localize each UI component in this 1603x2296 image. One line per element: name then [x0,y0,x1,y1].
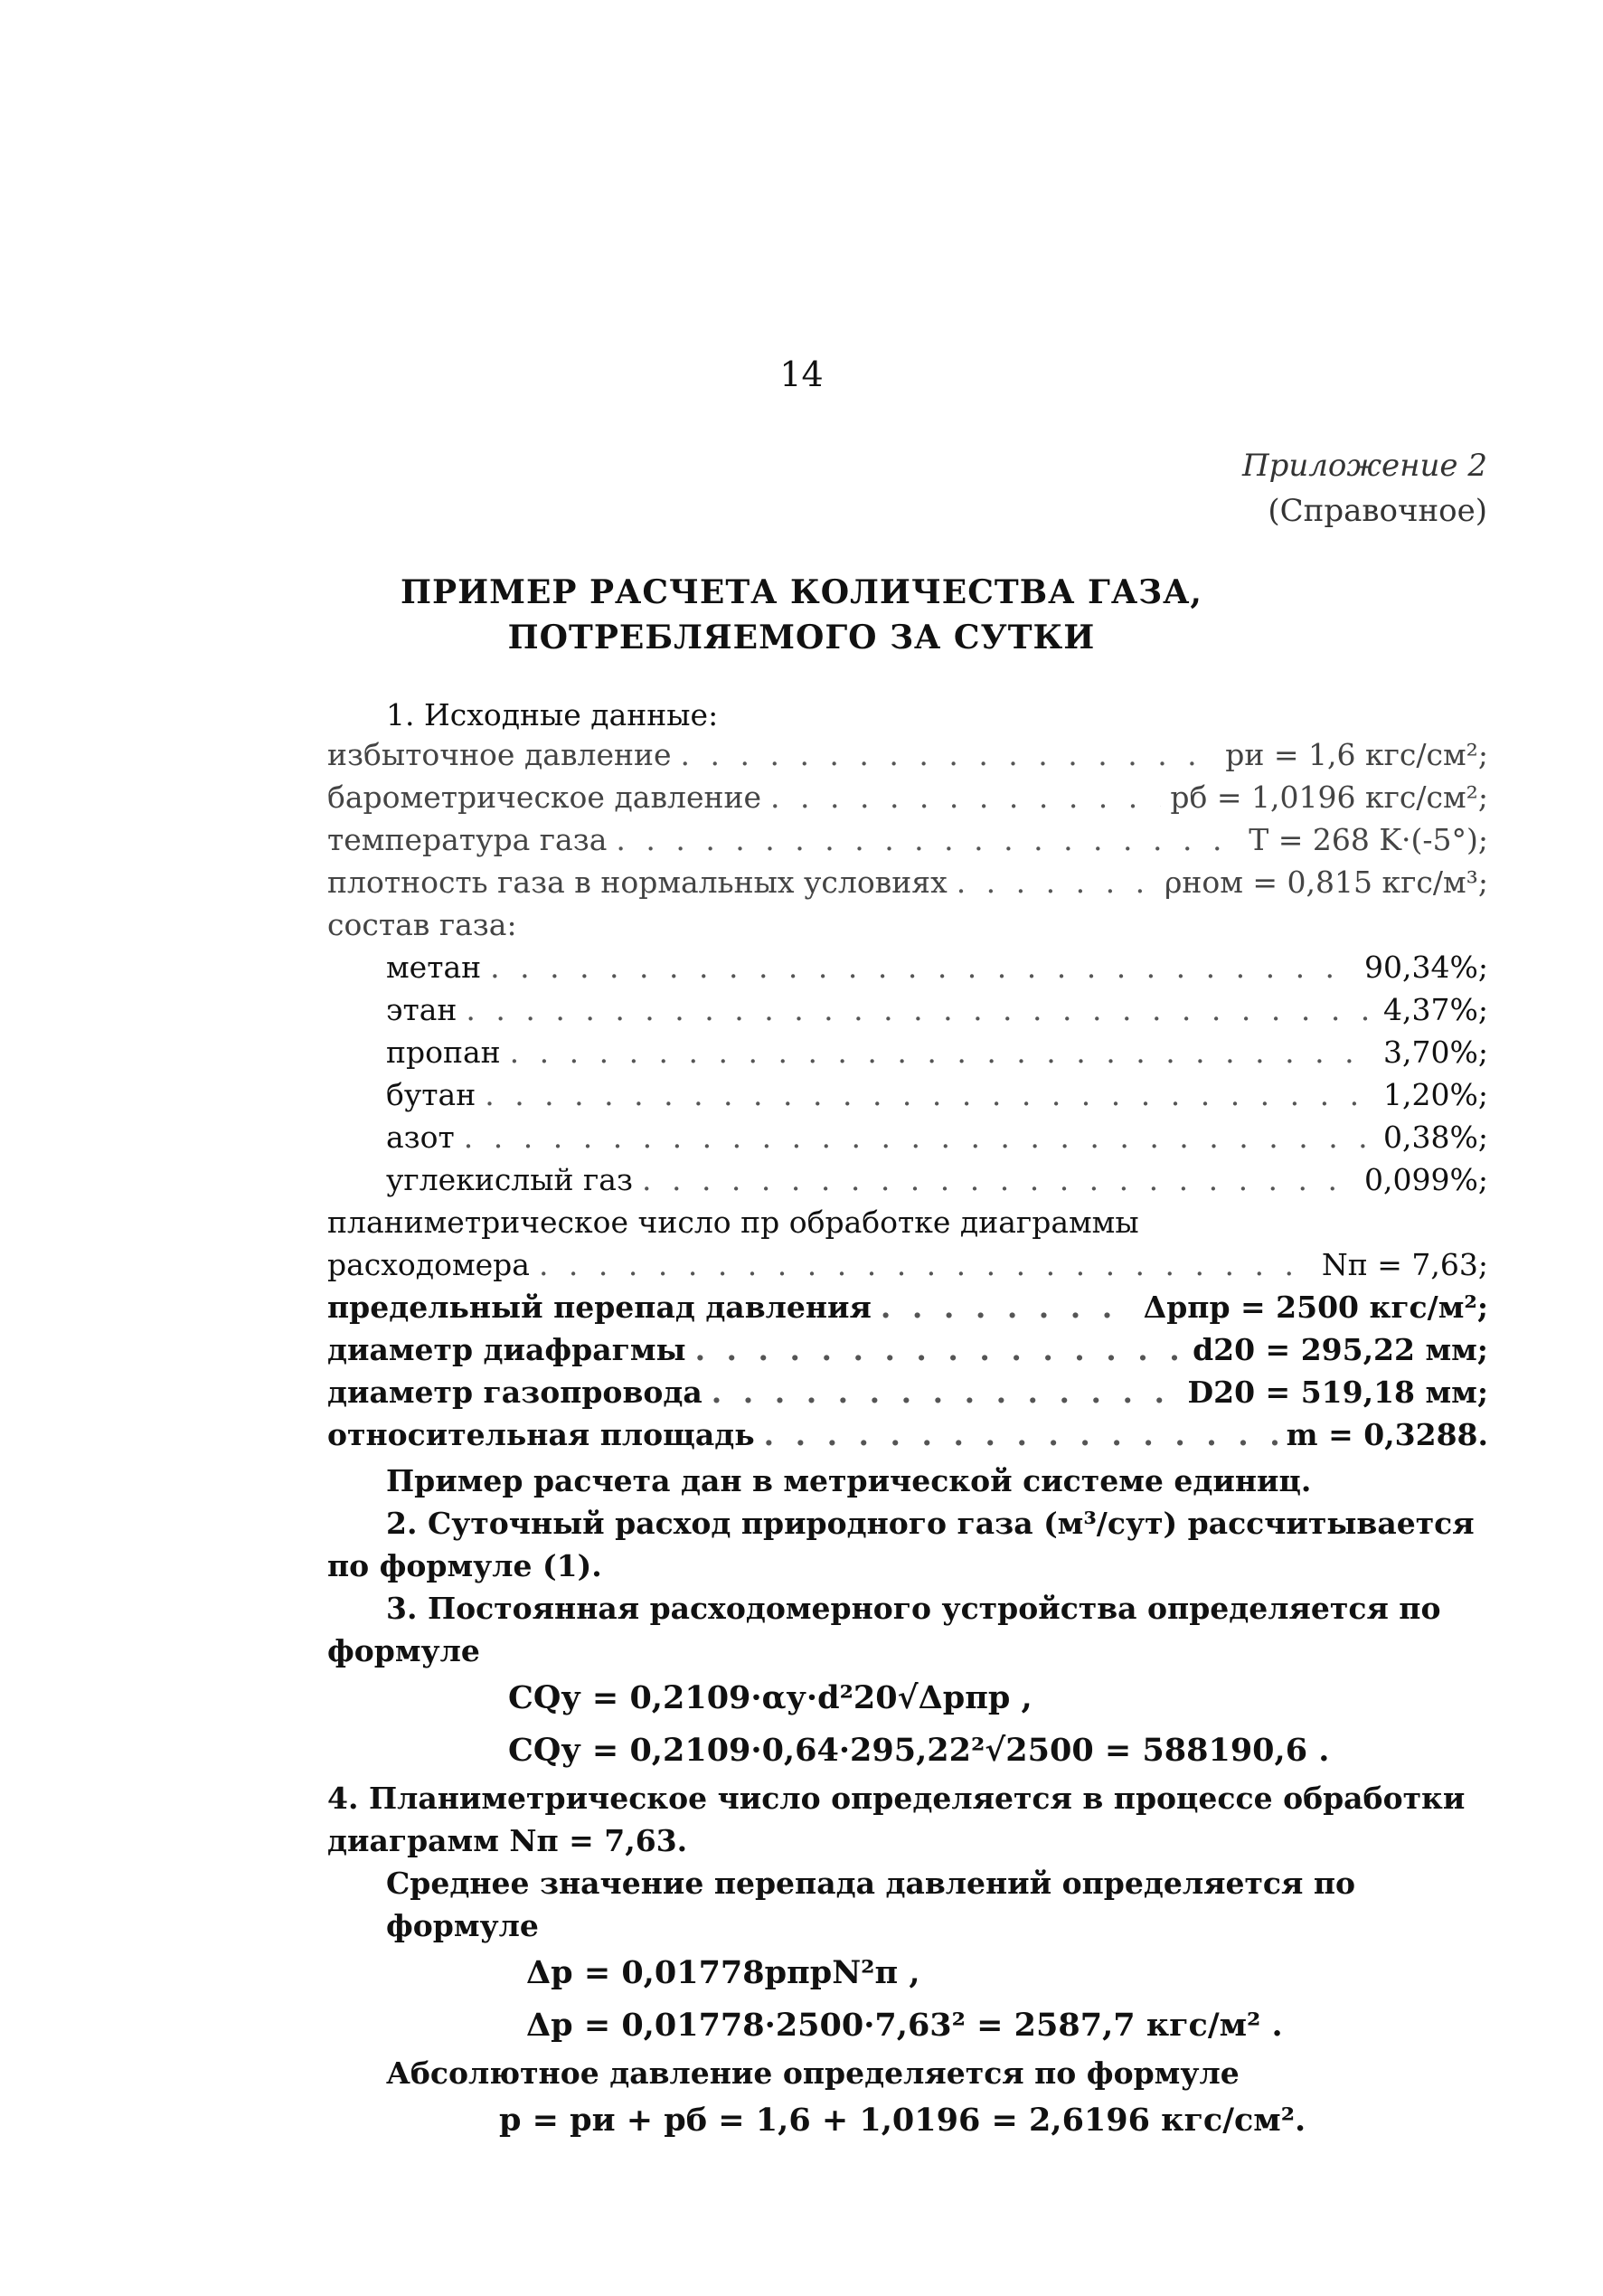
paragraph-3-line-2: формуле [327,1633,480,1668]
param-label: расходомера [327,1247,530,1282]
component-value: 0,38%; [1383,1120,1488,1155]
paragraph-1: Пример расчета дан в метрической системе единиц. [386,1463,1312,1498]
formula-pressure-drop: Δp = 0,01778pпрN²п , [526,1954,920,1991]
paragraph-5: Среднее значение перепада давлений определяется по формуле [386,1866,1356,1943]
param-label: температура газа [327,822,608,857]
component-label: этан [386,992,457,1027]
composition-row [327,1035,1488,1077]
param-label: относительная площадь [327,1417,755,1452]
input-data-list [327,737,1488,2147]
param-row [327,1247,1488,1290]
param-value: pи = 1,6 кгс/см²; [1225,737,1488,772]
param-row [327,1332,1488,1375]
param-row [327,780,1488,822]
param-value: d20 = 295,22 мм; [1193,1332,1488,1367]
leader-dots [764,1417,1278,1452]
heading-line-2: ПОТРЕБЛЯЕМОГО ЗА СУТКИ [507,619,1096,657]
component-value: 90,34%; [1364,950,1488,985]
calculation-text [327,1460,1488,2147]
param-value: D20 = 519,18 мм; [1187,1375,1488,1410]
document-heading [0,570,1603,660]
param-label: барометрическое давление [327,780,762,815]
paragraph-2-line-2: по формуле (1). [327,1548,602,1583]
page-number: 14 [779,354,824,394]
paragraph-4-line-1: 4. Планиметрическое число определяется в процессе обработки [327,1781,1466,1816]
param-value: T = 268 K·(-5°); [1249,822,1488,857]
leader-dots [616,822,1240,857]
composition-row [327,1077,1488,1120]
param-row [327,737,1488,780]
appendix-subtitle: (Справочное) [1268,493,1487,529]
leader-dots [642,1162,1355,1197]
component-label: азот [386,1120,455,1155]
composition-row [327,1162,1488,1205]
component-label: пропан [386,1035,501,1070]
appendix-label [1242,443,1487,534]
param-row [327,1375,1488,1417]
leader-dots [681,737,1217,772]
planimetric-label: планиметрическое число пр обработке диаграммы [327,1205,1139,1240]
param-label: предельный перепад давления [327,1290,872,1325]
paragraph-2-line-1: 2. Суточный расход природного газа (м³/сут) рассчитывается [386,1506,1475,1541]
param-row [327,1290,1488,1332]
leader-dots [466,992,1374,1027]
param-row [327,822,1488,865]
composition-row [327,992,1488,1035]
leader-dots [881,1290,1135,1325]
leader-dots [490,950,1355,985]
composition-row [327,950,1488,992]
paragraph-4-line-2: диаграмм Nп = 7,63. [327,1823,688,1858]
param-label: диаметр диафрагмы [327,1332,686,1367]
param-value: m = 0,3288. [1286,1417,1488,1452]
param-value: Nп = 7,63; [1321,1247,1488,1282]
composition-row [327,1120,1488,1162]
leader-dots [957,865,1155,900]
component-value: 1,20%; [1383,1077,1488,1112]
param-label: диаметр газопровода [327,1375,702,1410]
leader-dots [695,1332,1183,1367]
section-1-title: 1. Исходные данные: [386,697,719,732]
formula-constant: CQу = 0,2109·αу·d²20√Δpпр , [508,1679,1033,1716]
component-value: 4,37%; [1383,992,1488,1027]
appendix-title: Приложение 2 [1241,448,1487,484]
leader-dots [510,1035,1374,1070]
param-value: ρном = 0,815 кгс/м³; [1164,865,1488,900]
param-value: Δpпр = 2500 кгс/м²; [1143,1290,1488,1325]
param-label: избыточное давление [327,737,672,772]
param-label: плотность газа в нормальных условиях [327,865,948,900]
leader-dots [539,1247,1313,1282]
composition-title: состав газа: [327,907,517,942]
param-row [327,865,1488,907]
component-label: бутан [386,1077,476,1112]
leader-dots [712,1375,1179,1410]
leader-dots [770,780,1161,815]
paragraph-6: Абсолютное давление определяется по формуле [386,2055,1240,2091]
formula-absolute-pressure: p = pи + pб = 1,6 + 1,0196 = 2,6196 кгс/см². [499,2102,1306,2139]
formula-pressure-drop-value: Δp = 0,01778·2500·7,63² = 2587,7 кгс/м² . [526,2007,1283,2044]
paragraph-3-line-1: 3. Постоянная расходомерного устройства определяется по [386,1591,1441,1626]
leader-dots [485,1077,1374,1112]
component-value: 3,70%; [1383,1035,1488,1070]
param-row [327,1417,1488,1460]
component-label: метан [386,950,482,985]
component-label: углекислый газ [386,1162,633,1197]
formula-constant-value: CQу = 0,2109·0,64·295,22²√2500 = 588190,6 . [508,1732,1330,1769]
component-value: 0,099%; [1364,1162,1488,1197]
param-value: pб = 1,0196 кгс/см²; [1170,780,1488,815]
leader-dots [464,1120,1374,1155]
heading-line-1: ПРИМЕР РАСЧЕТА КОЛИЧЕСТВА ГАЗА, [401,573,1202,611]
